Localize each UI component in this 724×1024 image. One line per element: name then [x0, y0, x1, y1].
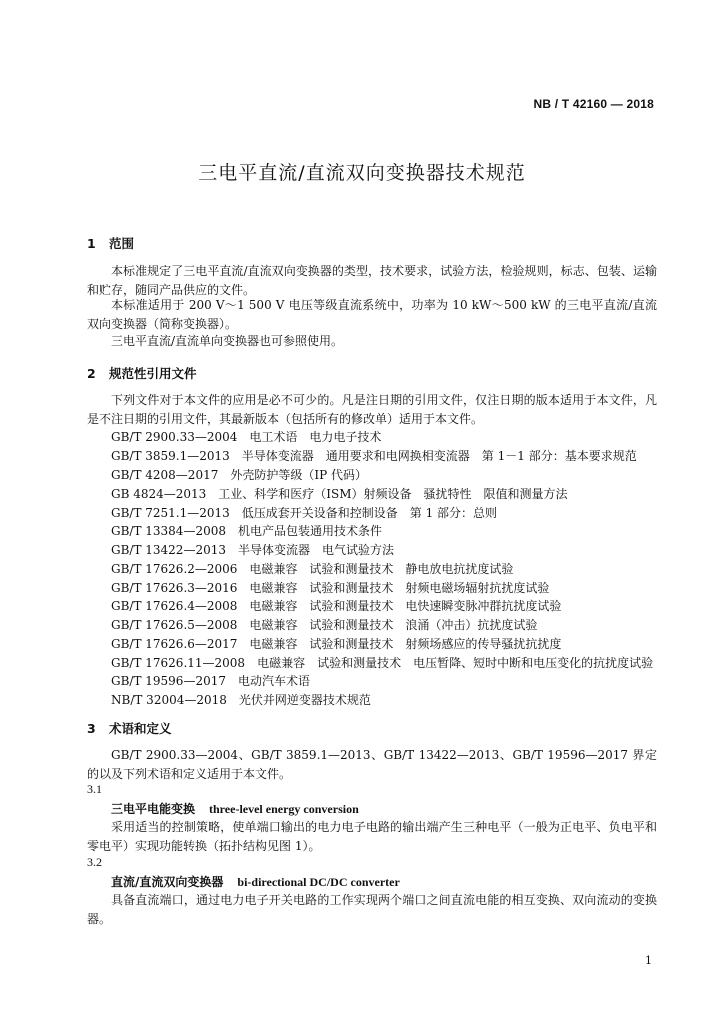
- reference-item: GB/T 17626.3—2016 电磁兼容 试验和测量技术 射频电磁场辐射抗扰度试验: [111, 581, 550, 595]
- reference-item: GB/T 17626.5—2008 电磁兼容 试验和测量技术 浪涌（冲击）抗扰度试验: [111, 618, 538, 632]
- reference-item: GB/T 4208—2017 外壳防护等级（IP 代码）: [111, 468, 367, 482]
- terms-intro: GB/T 2900.33—2004、GB/T 3859.1—2013、GB/T 13422—2013、GB/T 19596—2017 界定的以及下列术语和定义适用于本文件。: [87, 748, 657, 781]
- reference-item: GB/T 17626.4—2008 电磁兼容 试验和测量技术 电快速瞬变脉冲群抗扰度试验: [111, 599, 562, 613]
- section-1-heading: [87, 234, 134, 252]
- references-intro: 下列文件对于本文件的应用是必不可少的。凡是注日期的引用文件，仅注日期的版本适用于本文件，凡是不注日期的引用文件，其最新版本（包括所有的修改单）适用于本文件。: [87, 393, 657, 426]
- section-2-heading: [87, 364, 197, 382]
- scope-paragraph-1: 本标准规定了三电平直流/直流双向变换器的类型，技术要求，试验方法，检验规则，标志、包装、运输和贮存，随同产品供应的文件。: [87, 264, 657, 297]
- term-english: three-level energy conversion: [209, 802, 359, 816]
- section-3-heading: [87, 719, 172, 737]
- section-number: 2: [87, 366, 96, 381]
- term-definition: 采用适当的控制策略，使单端口输出的电力电子电路的输出端产生三种电平（一般为正电平、负电平和零电平）实现功能转换（拓扑结构见图 1）。: [87, 820, 657, 853]
- term-heading: [111, 873, 400, 890]
- reference-item: GB/T 17626.2—2006 电磁兼容 试验和测量技术 静电放电抗扰度试验: [111, 562, 514, 576]
- section-number: 1: [87, 236, 96, 251]
- reference-item: GB 4824—2013 工业、科学和医疗（ISM）射频设备 骚扰特性 限值和测量方法: [111, 487, 568, 501]
- section-title: 范围: [109, 236, 135, 251]
- term-heading: [111, 800, 359, 817]
- reference-item: GB/T 13384—2008 机电产品包装通用技术条件: [111, 524, 382, 538]
- section-title: 术语和定义: [109, 721, 172, 736]
- section-title: 规范性引用文件: [109, 366, 197, 381]
- reference-item: GB/T 17626.11—2008 电磁兼容 试验和测量技术 电压暂降、短时中断和电压变化的抗扰度试验: [111, 656, 654, 670]
- reference-item: GB/T 13422—2013 半导体变流器 电气试验方法: [111, 543, 394, 557]
- reference-item: GB/T 17626.6—2017 电磁兼容 试验和测量技术 射频场感应的传导骚扰抗扰度: [111, 637, 562, 651]
- section-number: 3: [87, 721, 96, 736]
- standard-number: NB / T 42160 — 2018: [533, 97, 654, 111]
- reference-item: GB/T 7251.1—2013 低压成套开关设备和控制设备 第 1 部分：总则: [111, 506, 498, 520]
- scope-paragraph-3: 三电平直流/直流单向变换器也可参照使用。: [111, 334, 344, 348]
- term-number: 3.1: [87, 782, 102, 796]
- document-title: 三电平直流/直流双向变换器技术规范: [198, 162, 526, 184]
- term-chinese: 三电平电能变换: [111, 802, 196, 816]
- reference-item: NB/T 32004—2018 光伏并网逆变器技术规范: [111, 693, 371, 707]
- reference-item: GB/T 19596—2017 电动汽车术语: [111, 674, 310, 688]
- term-definition: 具备直流端口，通过电力电子开关电路的工作实现两个端口之间直流电能的相互变换、双向流动的变换器。: [87, 893, 657, 926]
- term-number: 3.2: [87, 855, 102, 869]
- page-number: 1: [645, 954, 652, 967]
- term-chinese: 直流/直流双向变换器: [111, 875, 224, 889]
- scope-paragraph-2: 本标准适用于 200 V～1 500 V 电压等级直流系统中，功率为 10 kW～500 kW 的三电平直流/直流双向变换器（简称变换器）。: [87, 298, 657, 331]
- reference-item: GB/T 2900.33—2004 电工术语 电力电子技术: [111, 430, 382, 444]
- reference-item: GB/T 3859.1—2013 半导体变流器 通用要求和电网换相变流器 第 1－1 部分：基本要求规范: [111, 449, 637, 463]
- term-english: bi-directional DC/DC converter: [237, 875, 400, 889]
